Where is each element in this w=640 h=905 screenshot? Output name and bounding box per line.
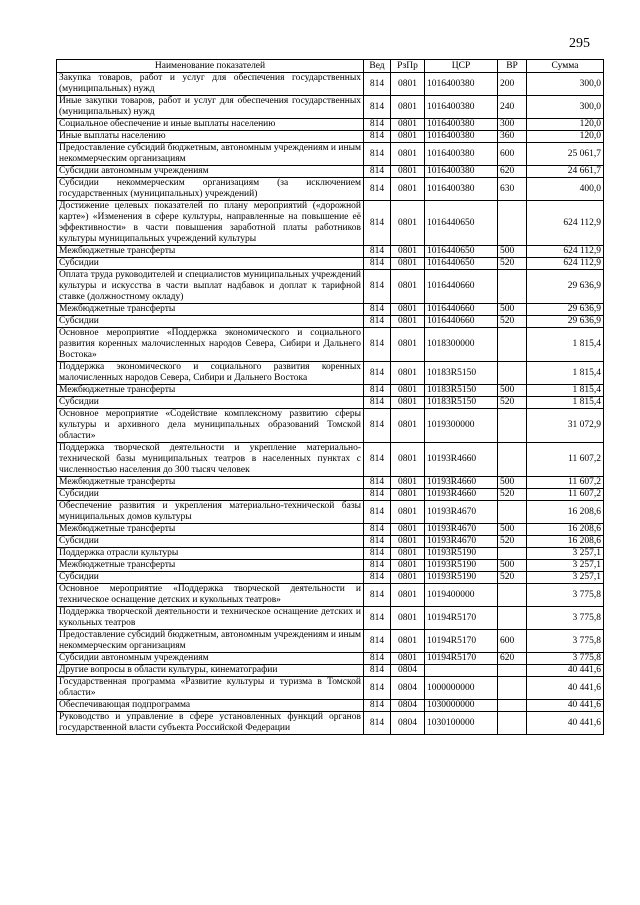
row-vr: 200 — [498, 73, 527, 96]
row-ved: 814 — [364, 665, 391, 677]
row-sum: 400,0 — [527, 178, 604, 201]
row-vr: 600 — [498, 630, 527, 653]
row-rzpr: 0801 — [391, 630, 425, 653]
row-vr — [498, 362, 527, 385]
row-csr: 1018300000 — [425, 328, 498, 362]
row-ved: 814 — [364, 201, 391, 246]
table-row — [57, 630, 604, 653]
row-ved: 814 — [364, 584, 391, 607]
row-rzpr: 0801 — [391, 362, 425, 385]
table-row — [57, 443, 604, 477]
row-name: Государственная программа «Развитие культуры и туризма в Томской области» — [57, 677, 364, 700]
row-name: Другие вопросы в области культуры, кинематографии — [57, 665, 364, 677]
row-sum: 120,0 — [527, 131, 604, 143]
row-name: Достижение целевых показателей по плану мероприятий («дорожной карте») «Изменения в сфере культуры, направленные на повышение её эффективности» в части повышения заработной платы работников культуры муниципальных учреждений культуры — [57, 201, 364, 246]
row-name: Субсидии — [57, 316, 364, 328]
row-rzpr: 0804 — [391, 677, 425, 700]
row-ved: 814 — [364, 362, 391, 385]
row-name: Межбюджетные трансферты — [57, 385, 364, 397]
row-sum: 624 112,9 — [527, 246, 604, 258]
row-name: Субсидии — [57, 258, 364, 270]
row-name: Предоставление субсидий бюджетным, автономным учреждениям и иным некоммерческим организациям — [57, 143, 364, 166]
header-name: Наименование показателей — [57, 60, 364, 73]
row-name: Предоставление субсидий бюджетным, автономным учреждениям и иным некоммерческим организациям — [57, 630, 364, 653]
row-csr: 10193R4670 — [425, 501, 498, 524]
row-vr — [498, 584, 527, 607]
row-rzpr: 0801 — [391, 560, 425, 572]
row-csr: 1019300000 — [425, 409, 498, 443]
row-sum: 11 607,2 — [527, 489, 604, 501]
row-rzpr: 0801 — [391, 443, 425, 477]
row-name: Поддержка творческой деятельности и техническое оснащение детских и кукольных театров — [57, 607, 364, 630]
row-rzpr: 0801 — [391, 501, 425, 524]
row-vr: 520 — [498, 572, 527, 584]
row-csr: 10194R5170 — [425, 630, 498, 653]
row-sum: 3 775,8 — [527, 584, 604, 607]
row-sum: 40 441,6 — [527, 700, 604, 712]
row-sum: 120,0 — [527, 119, 604, 131]
row-sum: 40 441,6 — [527, 677, 604, 700]
table-row — [57, 489, 604, 501]
row-ved: 814 — [364, 548, 391, 560]
row-rzpr: 0801 — [391, 178, 425, 201]
row-vr — [498, 548, 527, 560]
row-vr: 300 — [498, 119, 527, 131]
row-sum: 31 072,9 — [527, 409, 604, 443]
table-row — [57, 328, 604, 362]
row-name: Межбюджетные трансферты — [57, 246, 364, 258]
row-name: Социальное обеспечение и иные выплаты населению — [57, 119, 364, 131]
row-ved: 814 — [364, 630, 391, 653]
header-rzpr: РзПр — [391, 60, 425, 73]
row-sum: 24 661,7 — [527, 166, 604, 178]
row-rzpr: 0801 — [391, 489, 425, 501]
row-vr — [498, 677, 527, 700]
table-row — [57, 524, 604, 536]
row-rzpr: 0801 — [391, 258, 425, 270]
row-csr — [425, 665, 498, 677]
row-vr: 500 — [498, 524, 527, 536]
row-rzpr: 0801 — [391, 270, 425, 304]
row-ved: 814 — [364, 653, 391, 665]
row-sum: 29 636,9 — [527, 316, 604, 328]
row-csr: 10193R4660 — [425, 489, 498, 501]
row-csr: 1016400380 — [425, 131, 498, 143]
row-name: Основное мероприятие «Поддержка творческой деятельности и техническое оснащение детских и кукольных театров» — [57, 584, 364, 607]
row-rzpr: 0801 — [391, 385, 425, 397]
row-sum: 29 636,9 — [527, 304, 604, 316]
row-ved: 814 — [364, 96, 391, 119]
row-vr — [498, 328, 527, 362]
row-ved: 814 — [364, 385, 391, 397]
row-ved: 814 — [364, 131, 391, 143]
row-ved: 814 — [364, 536, 391, 548]
row-ved: 814 — [364, 501, 391, 524]
row-sum: 29 636,9 — [527, 270, 604, 304]
row-vr — [498, 201, 527, 246]
table-row — [57, 397, 604, 409]
row-ved: 814 — [364, 270, 391, 304]
table-row — [57, 362, 604, 385]
row-vr — [498, 665, 527, 677]
row-csr: 10193R5190 — [425, 572, 498, 584]
row-name: Межбюджетные трансферты — [57, 477, 364, 489]
row-sum: 11 607,2 — [527, 443, 604, 477]
row-name: Межбюджетные трансферты — [57, 524, 364, 536]
table-header-row — [57, 60, 604, 73]
row-csr: 1030000000 — [425, 700, 498, 712]
table-row — [57, 607, 604, 630]
row-csr: 10183R5150 — [425, 362, 498, 385]
row-sum: 1 815,4 — [527, 362, 604, 385]
table-row — [57, 73, 604, 96]
row-vr — [498, 607, 527, 630]
table-row — [57, 477, 604, 489]
row-csr: 10194R5170 — [425, 607, 498, 630]
row-sum: 300,0 — [527, 73, 604, 96]
row-sum: 16 208,6 — [527, 524, 604, 536]
row-name: Субсидии автономным учреждениям — [57, 653, 364, 665]
row-rzpr: 0801 — [391, 73, 425, 96]
row-rzpr: 0801 — [391, 536, 425, 548]
row-sum: 3 775,8 — [527, 653, 604, 665]
row-rzpr: 0801 — [391, 246, 425, 258]
row-ved: 814 — [364, 73, 391, 96]
row-csr: 1016440660 — [425, 270, 498, 304]
row-csr: 1000000000 — [425, 677, 498, 700]
table-row — [57, 665, 604, 677]
row-sum: 624 112,9 — [527, 201, 604, 246]
row-vr: 600 — [498, 143, 527, 166]
table-row — [57, 501, 604, 524]
row-name: Субсидии некоммерческим организациям (за исключением государственных (муниципальных) учреждений) — [57, 178, 364, 201]
table-row — [57, 572, 604, 584]
row-vr: 500 — [498, 385, 527, 397]
row-csr: 1016440660 — [425, 304, 498, 316]
row-name: Обеспечивающая подпрограмма — [57, 700, 364, 712]
table-row — [57, 201, 604, 246]
row-ved: 814 — [364, 712, 391, 735]
row-rzpr: 0804 — [391, 665, 425, 677]
row-vr — [498, 409, 527, 443]
row-vr: 630 — [498, 178, 527, 201]
row-vr — [498, 712, 527, 735]
row-vr: 520 — [498, 258, 527, 270]
row-ved: 814 — [364, 607, 391, 630]
table-row — [57, 131, 604, 143]
row-ved: 814 — [364, 700, 391, 712]
row-vr: 500 — [498, 560, 527, 572]
row-csr: 1016440650 — [425, 246, 498, 258]
row-csr: 1016400380 — [425, 178, 498, 201]
row-rzpr: 0804 — [391, 712, 425, 735]
table-row — [57, 143, 604, 166]
header-sum: Сумма — [527, 60, 604, 73]
budget-table — [56, 59, 604, 735]
row-sum: 16 208,6 — [527, 536, 604, 548]
row-csr: 1016440650 — [425, 201, 498, 246]
row-vr: 500 — [498, 304, 527, 316]
row-vr — [498, 270, 527, 304]
row-rzpr: 0801 — [391, 572, 425, 584]
row-ved: 814 — [364, 397, 391, 409]
row-vr — [498, 501, 527, 524]
row-name: Основное мероприятие «Содействие комплексному развитию сферы культуры и архивного дела муниципальных образований Томской области» — [57, 409, 364, 443]
row-rzpr: 0801 — [391, 548, 425, 560]
row-vr: 520 — [498, 489, 527, 501]
row-csr: 1016400380 — [425, 119, 498, 131]
table-row — [57, 119, 604, 131]
row-ved: 814 — [364, 560, 391, 572]
row-ved: 814 — [364, 258, 391, 270]
row-rzpr: 0804 — [391, 700, 425, 712]
row-name: Субсидии автономным учреждениям — [57, 166, 364, 178]
row-csr: 1030100000 — [425, 712, 498, 735]
row-ved: 814 — [364, 409, 391, 443]
table-row — [57, 584, 604, 607]
row-csr: 1016400380 — [425, 166, 498, 178]
row-name: Закупка товаров, работ и услуг для обеспечения государственных (муниципальных) нужд — [57, 73, 364, 96]
table-row — [57, 270, 604, 304]
row-ved: 814 — [364, 143, 391, 166]
row-sum: 11 607,2 — [527, 477, 604, 489]
row-vr: 520 — [498, 316, 527, 328]
row-vr: 620 — [498, 166, 527, 178]
table-row — [57, 385, 604, 397]
row-ved: 814 — [364, 677, 391, 700]
row-rzpr: 0801 — [391, 166, 425, 178]
table-row — [57, 653, 604, 665]
row-ved: 814 — [364, 524, 391, 536]
row-csr: 1019400000 — [425, 584, 498, 607]
row-name: Поддержка отрасли культуры — [57, 548, 364, 560]
row-rzpr: 0801 — [391, 143, 425, 166]
row-sum: 3 257,1 — [527, 560, 604, 572]
row-vr — [498, 700, 527, 712]
row-name: Субсидии — [57, 397, 364, 409]
row-name: Субсидии — [57, 536, 364, 548]
row-vr: 360 — [498, 131, 527, 143]
row-csr: 10193R4660 — [425, 443, 498, 477]
row-name: Поддержка экономического и социального развития коренных малочисленных народов Севера, Сибири и Дальнего Востока — [57, 362, 364, 385]
row-csr: 1016440650 — [425, 258, 498, 270]
row-vr: 620 — [498, 653, 527, 665]
row-name: Обеспечение развития и укрепления материально-технической базы муниципальных домов культуры — [57, 501, 364, 524]
row-csr: 1016400380 — [425, 73, 498, 96]
row-rzpr: 0801 — [391, 524, 425, 536]
table-row — [57, 536, 604, 548]
row-vr: 500 — [498, 477, 527, 489]
table-row — [57, 560, 604, 572]
row-csr: 10183R5150 — [425, 385, 498, 397]
row-rzpr: 0801 — [391, 607, 425, 630]
table-body — [57, 73, 604, 735]
row-csr: 10183R5150 — [425, 397, 498, 409]
row-csr: 1016400380 — [425, 96, 498, 119]
row-ved: 814 — [364, 119, 391, 131]
row-rzpr: 0801 — [391, 316, 425, 328]
row-ved: 814 — [364, 572, 391, 584]
row-csr: 10193R4670 — [425, 524, 498, 536]
row-name: Поддержка творческой деятельности и укрепление материально-технической базы муниципальных театров в населенных пунктах с численностью населения до 300 тысяч человек — [57, 443, 364, 477]
row-sum: 1 815,4 — [527, 328, 604, 362]
row-vr: 500 — [498, 246, 527, 258]
table-row — [57, 316, 604, 328]
row-sum: 16 208,6 — [527, 501, 604, 524]
row-rzpr: 0801 — [391, 131, 425, 143]
table-row — [57, 700, 604, 712]
row-ved: 814 — [364, 489, 391, 501]
row-rzpr: 0801 — [391, 409, 425, 443]
row-sum: 1 815,4 — [527, 385, 604, 397]
row-name: Межбюджетные трансферты — [57, 560, 364, 572]
row-rzpr: 0801 — [391, 119, 425, 131]
header-ved: Вед — [364, 60, 391, 73]
row-rzpr: 0801 — [391, 653, 425, 665]
table-row — [57, 178, 604, 201]
row-rzpr: 0801 — [391, 328, 425, 362]
table-row — [57, 712, 604, 735]
table-row — [57, 166, 604, 178]
row-ved: 814 — [364, 304, 391, 316]
row-vr — [498, 443, 527, 477]
table-row — [57, 677, 604, 700]
row-ved: 814 — [364, 166, 391, 178]
row-csr: 10194R5170 — [425, 653, 498, 665]
row-ved: 814 — [364, 328, 391, 362]
row-ved: 814 — [364, 178, 391, 201]
row-rzpr: 0801 — [391, 201, 425, 246]
row-sum: 40 441,6 — [527, 712, 604, 735]
row-vr: 240 — [498, 96, 527, 119]
table-row — [57, 96, 604, 119]
page-number: 295 — [569, 36, 590, 51]
header-vr: ВР — [498, 60, 527, 73]
row-ved: 814 — [364, 316, 391, 328]
row-ved: 814 — [364, 443, 391, 477]
row-ved: 814 — [364, 246, 391, 258]
row-sum: 3 257,1 — [527, 548, 604, 560]
header-csr: ЦСР — [425, 60, 498, 73]
row-vr: 520 — [498, 536, 527, 548]
row-csr: 10193R4660 — [425, 477, 498, 489]
row-rzpr: 0801 — [391, 96, 425, 119]
table-row — [57, 304, 604, 316]
row-ved: 814 — [364, 477, 391, 489]
row-name: Межбюджетные трансферты — [57, 304, 364, 316]
row-sum: 624 112,9 — [527, 258, 604, 270]
table-row — [57, 246, 604, 258]
row-rzpr: 0801 — [391, 477, 425, 489]
row-sum: 3 775,8 — [527, 630, 604, 653]
row-name: Субсидии — [57, 572, 364, 584]
row-name: Иные закупки товаров, работ и услуг для обеспечения государственных (муниципальных) нужд — [57, 96, 364, 119]
row-csr: 10193R5190 — [425, 560, 498, 572]
row-rzpr: 0801 — [391, 397, 425, 409]
row-sum: 40 441,6 — [527, 665, 604, 677]
row-sum: 3 257,1 — [527, 572, 604, 584]
row-csr: 1016400380 — [425, 143, 498, 166]
row-name: Субсидии — [57, 489, 364, 501]
row-name: Основное мероприятие «Поддержка экономического и социального развития коренных малочисленных народов Севера, Сибири и Дальнего Востока» — [57, 328, 364, 362]
table-row — [57, 258, 604, 270]
row-name: Руководство и управление в сфере установленных функций органов государственной власти субъекта Российской Федерации — [57, 712, 364, 735]
row-sum: 25 061,7 — [527, 143, 604, 166]
row-vr: 520 — [498, 397, 527, 409]
table-row — [57, 548, 604, 560]
row-name: Оплата труда руководителей и специалистов муниципальных учреждений культуры и искусства в части выплат надбавок и доплат к тарифной ставке (должностному окладу) — [57, 270, 364, 304]
table-row — [57, 409, 604, 443]
row-sum: 1 815,4 — [527, 397, 604, 409]
row-csr: 1016440660 — [425, 316, 498, 328]
row-rzpr: 0801 — [391, 304, 425, 316]
row-rzpr: 0801 — [391, 584, 425, 607]
row-sum: 3 775,8 — [527, 607, 604, 630]
row-name: Иные выплаты населению — [57, 131, 364, 143]
row-sum: 300,0 — [527, 96, 604, 119]
row-csr: 10193R4670 — [425, 536, 498, 548]
row-csr: 10193R5190 — [425, 548, 498, 560]
